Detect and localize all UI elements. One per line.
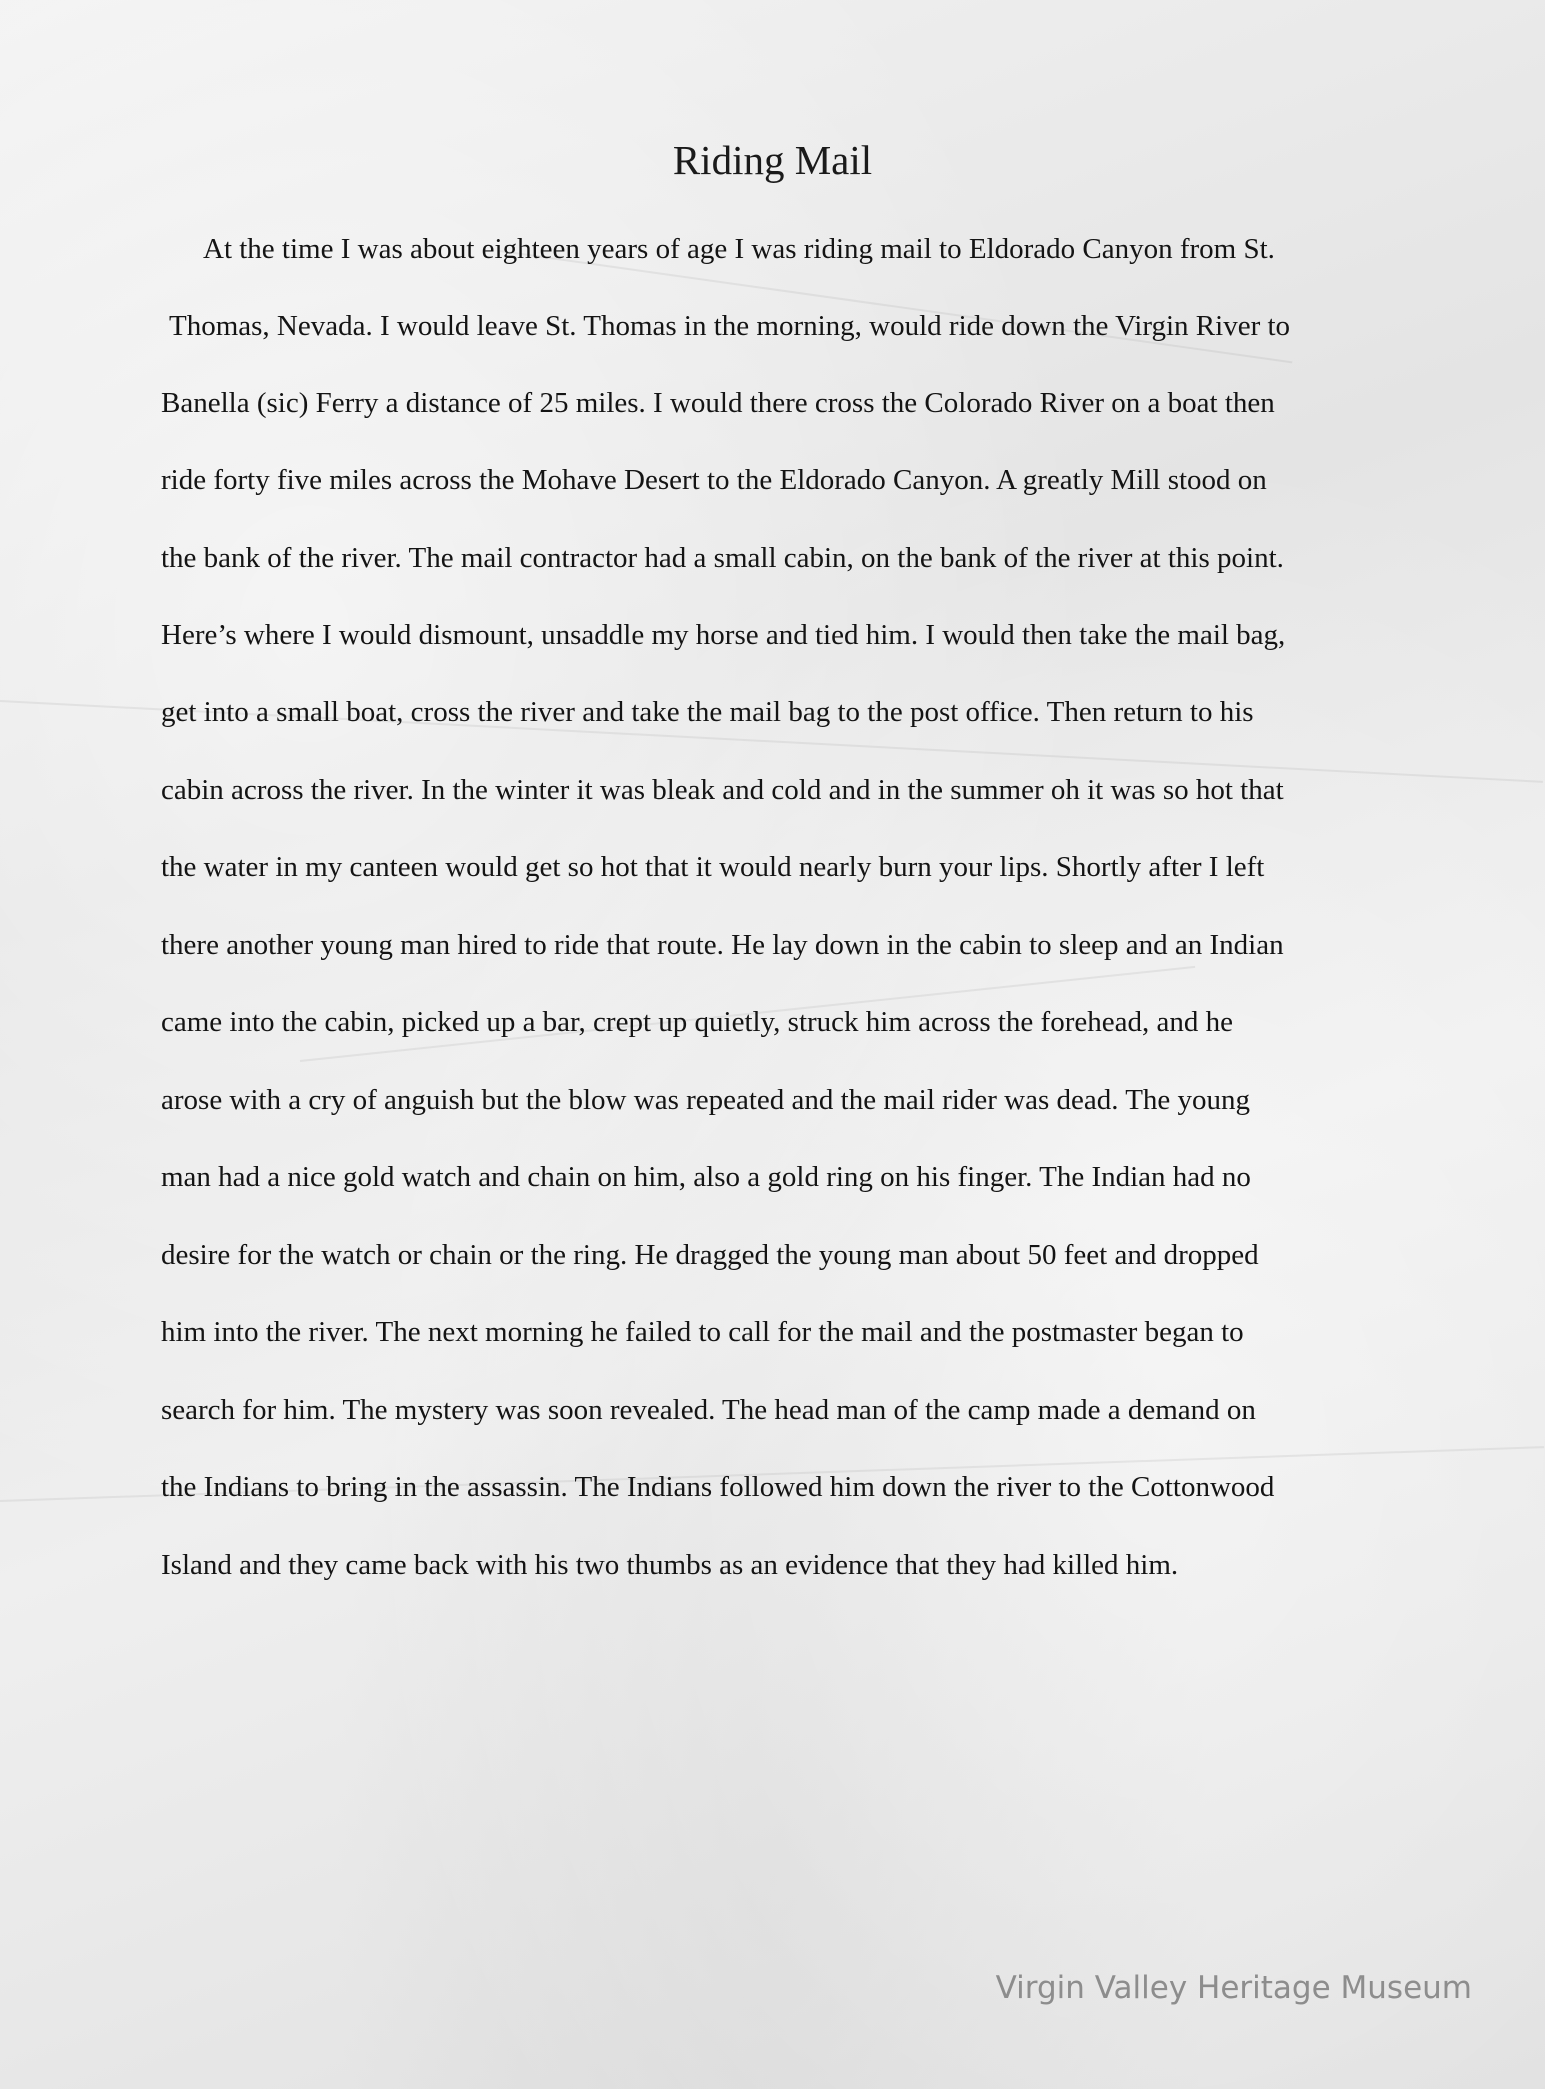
text-line: the Indians to bring in the assassin. The Indians followed him down the river to the Cottonwood	[161, 1471, 1275, 1503]
text-line: desire for the watch or chain or the ring. He dragged the young man about 50 feet and dropped	[161, 1239, 1259, 1271]
text-line: arose with a cry of anguish but the blow was repeated and the mail rider was dead. The young	[161, 1084, 1251, 1116]
text-line: At the time I was about eighteen years of age I was riding mail to Eldorado Canyon from St.	[203, 233, 1275, 265]
text-line: the water in my canteen would get so hot that it would nearly burn your lips. Shortly after I left	[161, 851, 1265, 883]
text-line: the bank of the river. The mail contractor had a small cabin, on the bank of the river at this point.	[161, 542, 1284, 574]
text-line: came into the cabin, picked up a bar, crept up quietly, struck him across the forehead, and he	[161, 1006, 1233, 1038]
text-line: him into the river. The next morning he failed to call for the mail and the postmaster began to	[161, 1316, 1244, 1348]
text-line: Banella (sic) Ferry a distance of 25 miles. I would there cross the Colorado River on a boat then	[161, 387, 1275, 419]
text-line: search for him. The mystery was soon revealed. The head man of the camp made a demand on	[161, 1394, 1256, 1426]
text-line: ride forty five miles across the Mohave Desert to the Eldorado Canyon. A greatly Mill stood on	[161, 464, 1267, 496]
museum-watermark: Virgin Valley Heritage Museum	[995, 1970, 1472, 2006]
text-line: man had a nice gold watch and chain on him, also a gold ring on his finger. The Indian had no	[161, 1161, 1251, 1193]
text-line: Island and they came back with his two thumbs as an evidence that they had killed him.	[161, 1549, 1179, 1581]
text-line: Thomas, Nevada. I would leave St. Thomas in the morning, would ride down the Virgin River to	[169, 310, 1291, 342]
text-line: Here’s where I would dismount, unsaddle my horse and tied him. I would then take the mail bag,	[161, 619, 1286, 651]
page-title: Riding Mail	[672, 137, 873, 183]
text-line: get into a small boat, cross the river and take the mail bag to the post office. Then return to his	[161, 696, 1254, 728]
text-line: there another young man hired to ride that route. He lay down in the cabin to sleep and an Indian	[161, 929, 1284, 961]
text-line: cabin across the river. In the winter it was bleak and cold and in the summer oh it was so hot that	[161, 774, 1284, 806]
